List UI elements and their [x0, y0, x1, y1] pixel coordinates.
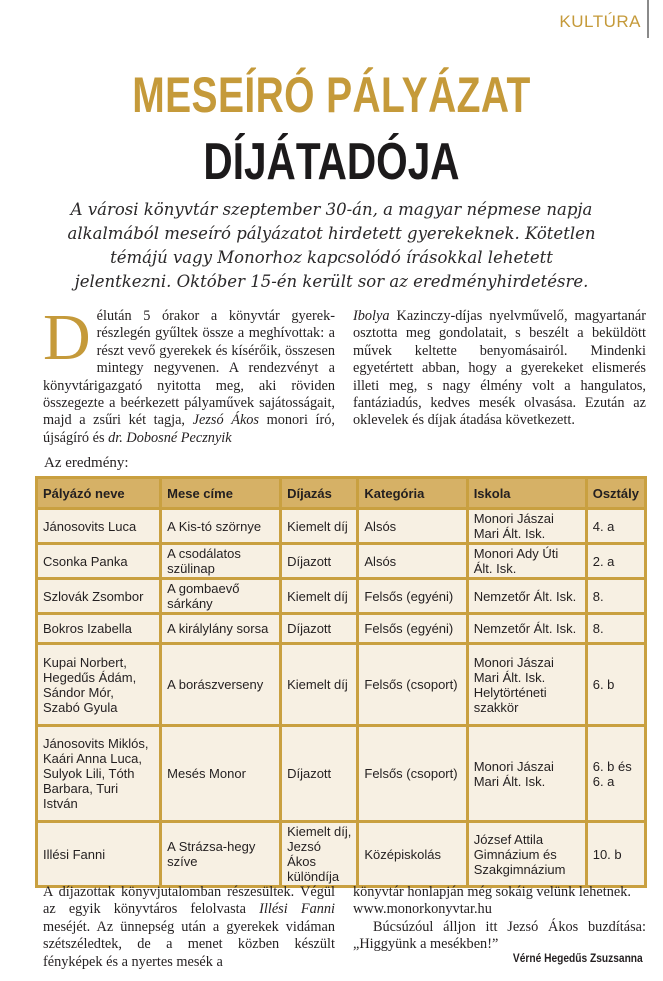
person-name: dr. Dobosné Pecznyik [108, 429, 232, 446]
cell-class: 8. [586, 579, 645, 614]
cell-name: Kupai Norbert, Hegedűs Ádám, Sándor Mór, Szabó Gyula [37, 644, 161, 726]
cell-award: Kiemelt díj [281, 644, 358, 726]
drop-cap: D [43, 301, 91, 374]
cell-school: Monori Jászai Mari Ált. Isk. Helytörténeti szakkör [467, 644, 586, 726]
cell-class: 2. a [586, 544, 645, 579]
cell-class: 6. b [586, 644, 645, 726]
cell-title: A Strázsa-hegy szíve [161, 822, 281, 887]
cell-title: A királylány sorsa [161, 614, 281, 644]
cell-name: Jánosovits Luca [37, 509, 161, 544]
cell-category: Középiskolás [358, 822, 467, 887]
cell-award: Kiemelt díj [281, 509, 358, 544]
body-text: A díjazottak könyvjutalomban részesültek. Végül az egyik könyvtáros felolvasta [43, 884, 335, 918]
section-divider [647, 0, 649, 38]
cell-award: Díjazott [281, 614, 358, 644]
table-header-row [37, 478, 646, 509]
table-row [37, 509, 646, 544]
table-row [37, 726, 646, 822]
body-text: Kazinczy-díjas nyelvművelő, magyartanár osztotta meg gondolatait, s beszélt a beküldött művek keltette benyomásairól. Mindenki egyetértett abban, hogy a gyerekeket elismerés illeti meg, s nagy élmény volt a hangulatos, fantáziadús, kedves mesék olvasása. Ezután az oklevelek és díjak átadása következett. [353, 308, 646, 429]
cell-class: 10. b [586, 822, 645, 887]
cell-school: Monori Ady Úti Ált. Isk. [467, 544, 586, 579]
table-row [37, 544, 646, 579]
cell-award: Díjazott [281, 544, 358, 579]
body-text: meséjét. Az ünnepség után a gyerekek vidáman szétszéledtek, de a menet közben készült fényképek és a nyertes mesék a [43, 918, 335, 970]
cell-title: Mesés Monor [161, 726, 281, 822]
cell-title: A gombaevő sárkány [161, 579, 281, 614]
cell-category: Alsós [358, 509, 467, 544]
column-header: Díjazás [281, 478, 358, 509]
column-header: Pályázó neve [37, 478, 161, 509]
body-column-2 [353, 308, 646, 430]
cell-class: 8. [586, 614, 645, 644]
person-name: Illési Fanni [259, 901, 336, 918]
cell-name: Jánosovits Miklós, Kaári Anna Luca, Sulyok Lili, Tóth Barbara, Turi István [37, 726, 161, 822]
cell-class: 4. a [586, 509, 645, 544]
author-byline: Vérné Hegedűs Zsuzsanna [513, 951, 643, 965]
column-header: Kategória [358, 478, 467, 509]
cell-title: A csodálatos szülinap [161, 544, 281, 579]
cell-category: Felsős (csoport) [358, 726, 467, 822]
table-row [37, 579, 646, 614]
results-table [35, 476, 647, 888]
person-name: Jezsó Ákos [192, 412, 259, 429]
cell-category: Felsős (csoport) [358, 644, 467, 726]
headline-line-2: DÍJÁTADÓJA [203, 133, 460, 191]
body-text: élután 5 órakor a könyvtár gyerekrészlegén gyűltek össze a meghívottak: a részt vevő gyerekek és kísérőik, összesen mintegy negyvenen. A rendezvényt a könyvtárigazgató nyitotta meg, aki röviden összegezte a beérkezett pályaművek sajátosságait, majd a zsűri két tagja, [43, 308, 335, 429]
cell-school: József Attila Gimnázium és Szakgimnázium [467, 822, 586, 887]
cell-school: Nemzetőr Ált. Isk. [467, 614, 586, 644]
cell-name: Szlovák Zsombor [37, 579, 161, 614]
table-row [37, 822, 646, 887]
cell-class: 6. b és 6. a [586, 726, 645, 822]
closing-column-1 [43, 884, 335, 971]
cell-title: A Kis-tó szörnye [161, 509, 281, 544]
person-name: Ibolya [353, 308, 390, 324]
lead-paragraph: A városi könyvtár szeptember 30-án, a magyar népmese napja alkalmából meseíró pályázatot hirdetett gyerekeknek. Kötetlen témájú vagy Monorhoz kapcsolódó írásokkal lehetett jelentkezni. Október 15-én került sor az eredményhirdetésre. [67, 200, 596, 291]
body-text: monori író, újságíró és [43, 412, 335, 446]
cell-name: Csonka Panka [37, 544, 161, 579]
cell-school: Monori Jászai Mari Ált. Isk. [467, 726, 586, 822]
cell-award: Díjazott [281, 726, 358, 822]
headline-line-1: MESEÍRÓ PÁLYÁZAT [132, 67, 531, 123]
cell-name: Bokros Izabella [37, 614, 161, 644]
column-header: Mese címe [161, 478, 281, 509]
cell-name: Illési Fanni [37, 822, 161, 887]
table-row [37, 614, 646, 644]
body-column-1 [43, 301, 335, 447]
section-label: KULTÚRA [559, 12, 641, 31]
results-label: Az eredmény: [44, 455, 129, 471]
column-header: Osztály [586, 478, 645, 509]
cell-category: Felsős (egyéni) [358, 579, 467, 614]
body-text-with-url: könyvtár honlapján még sokáig velünk lehetnek. www.monorkonyvtar.hu [353, 884, 631, 918]
cell-category: Alsós [358, 544, 467, 579]
column-header: Iskola [467, 478, 586, 509]
closing-column-2 [353, 884, 646, 954]
cell-title: A borászverseny [161, 644, 281, 726]
cell-award: Kiemelt díj, Jezsó Ákos különdíja [281, 822, 358, 887]
cell-award: Kiemelt díj [281, 579, 358, 614]
closing-quote: Búcsúzóul álljon itt Jezsó Ákos buzdítása: „Higgyünk a mesékben!” [353, 918, 646, 953]
table-row [37, 644, 646, 726]
cell-school: Nemzetőr Ált. Isk. [467, 579, 586, 614]
cell-school: Monori Jászai Mari Ált. Isk. [467, 509, 586, 544]
cell-category: Felsős (egyéni) [358, 614, 467, 644]
